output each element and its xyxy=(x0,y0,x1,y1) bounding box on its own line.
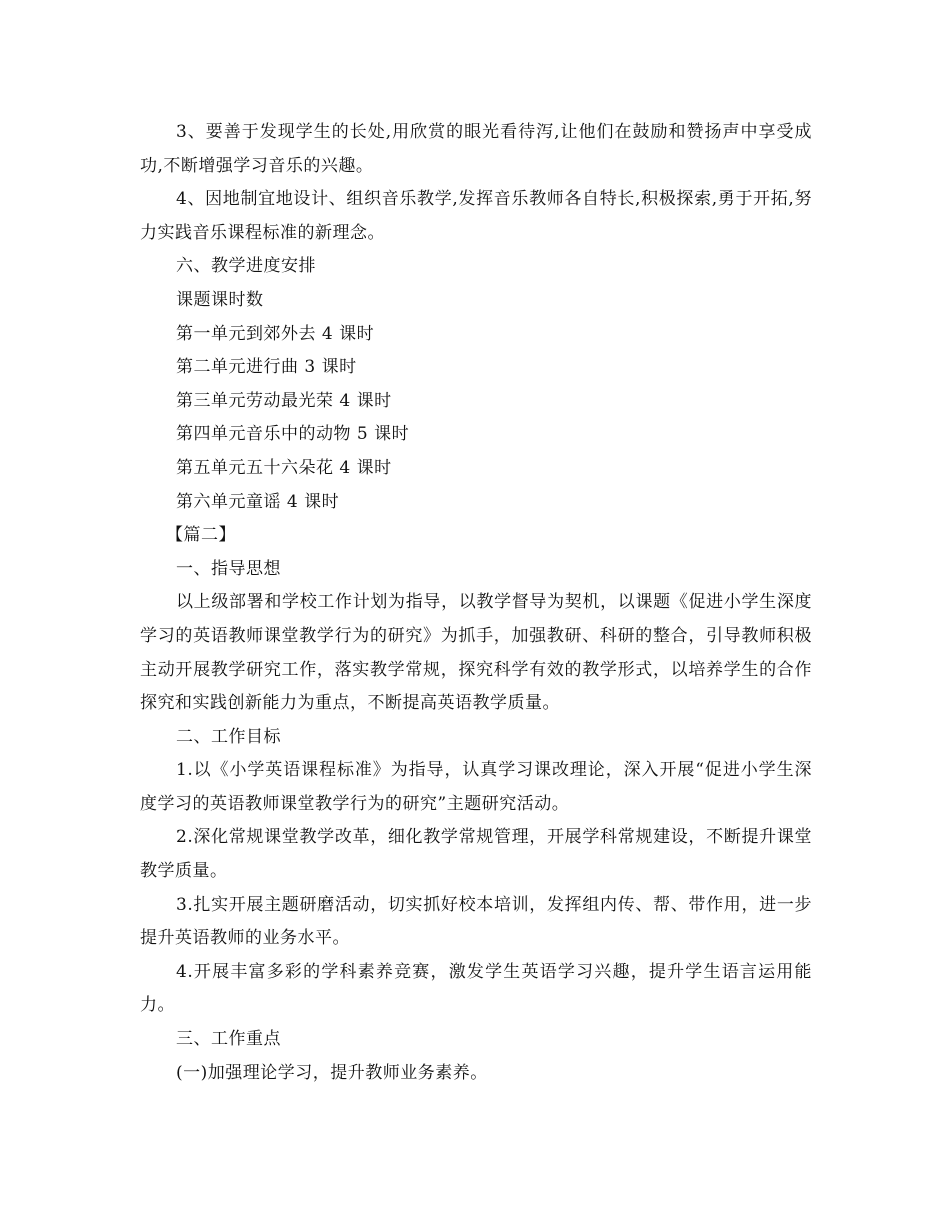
schedule-unit-3: 第三单元劳动最光荣 4 课时 xyxy=(176,390,392,411)
schedule-unit-6: 第六单元童谣 4 课时 xyxy=(176,491,340,512)
focus-item-1: (一)加强理论学习，提升教师业务素养。 xyxy=(176,1062,488,1083)
goal-item-2: 2.深化常规课堂教学改革，细化教学常规管理，开展学科常规建设，不断提升课堂教学质量。 xyxy=(140,827,812,882)
paragraph-item-4: 4、因地制宜地设计、组织音乐教学,发挥音乐教师各自特长,积极探索,勇于开拓,努力实践音乐课程标准的新理念。 xyxy=(140,189,812,243)
part-two-heading: 【篇二】 xyxy=(166,525,236,546)
goal-item-3: 3.扎实开展主题研磨活动，切实抓好校本培训，发挥组内传、帮、带作用，进一步提升英语教师的业务水平。 xyxy=(140,894,812,949)
schedule-unit-5: 第五单元五十六朵花 4 课时 xyxy=(176,457,392,478)
schedule-unit-1: 第一单元到郊外去 4 课时 xyxy=(176,323,375,344)
goal-item-4: 4.开展丰富多彩的学科素养竞赛，激发学生英语学习兴趣，提升学生语言运用能力。 xyxy=(140,961,812,1016)
section-heading-focus: 三、工作重点 xyxy=(176,1029,281,1050)
schedule-unit-4: 第四单元音乐中的动物 5 课时 xyxy=(176,424,410,445)
guiding-thought-body: 以上级部署和学校工作计划为指导，以教学督导为契机，以课题《促进小学生深度学习的英语教师课堂教学行为的研究》为抓手，加强教研、科研的整合，引导教师积极主动开展教学研究工作，落实教学常规，探究科学有效的教学形式，以培养学生的合作探究和实践创新能力为重点，不断提高英语教学质量。 xyxy=(140,592,812,714)
goal-item-1: 1.以《小学英语课程标准》为指导，认真学习课改理论，深入开展“促进小学生深度学习的英语教师课堂教学行为的研究”主题研究活动。 xyxy=(140,760,812,814)
schedule-unit-2: 第二单元进行曲 3 课时 xyxy=(176,357,357,378)
section-heading-goals: 二、工作目标 xyxy=(176,726,281,747)
paragraph-item-3: 3、要善于发现学生的长处,用欣赏的眼光看待泻,让他们在鼓励和赞扬声中享受成功,不断增强学习音乐的兴趣。 xyxy=(140,122,812,176)
section-heading-guiding-thought: 一、指导思想 xyxy=(176,558,281,579)
schedule-header: 课题课时数 xyxy=(176,289,264,310)
document-body xyxy=(140,116,812,1090)
section-heading-schedule: 六、教学进度安排 xyxy=(176,256,316,277)
